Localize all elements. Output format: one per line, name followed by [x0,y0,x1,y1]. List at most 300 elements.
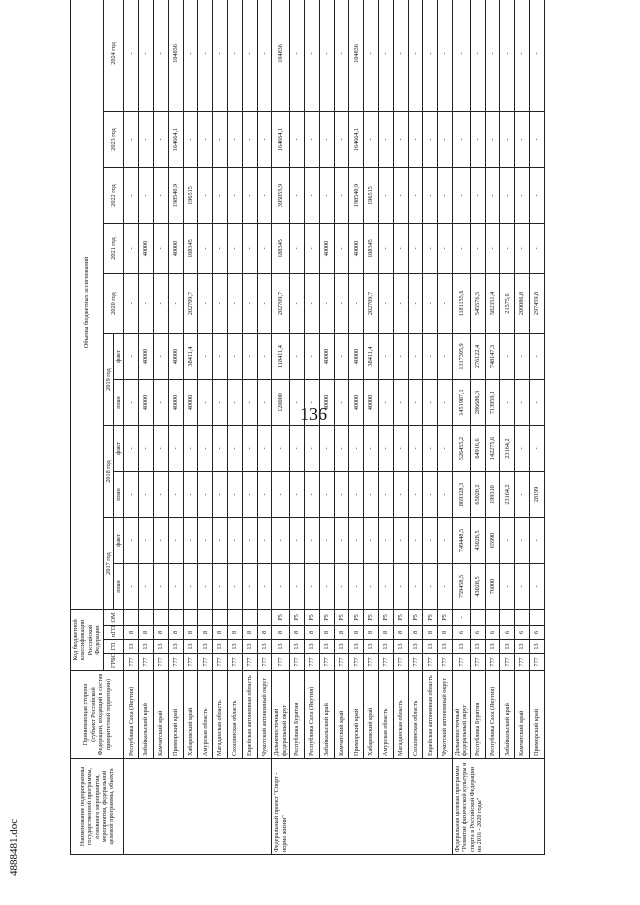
value-cell: - [423,274,438,334]
value-cell: Р5 [438,610,453,626]
value-cell: 777 [242,654,257,671]
value-cell: 395055,9 [272,168,290,224]
value-cell: - [393,274,408,334]
value-cell: - [198,168,213,224]
value-cell [257,610,272,626]
value-cell: - [452,224,470,274]
value-cell: - [438,518,453,564]
value-cell: 13 [452,640,470,654]
value-cell: 21575,6 [500,274,515,334]
value-cell: - [364,0,379,112]
value-cell: - [124,0,139,112]
recipient-cell: Магаданская область [213,671,228,759]
value-cell: - [242,274,257,334]
value-cell: - [154,518,169,564]
header-plan-2017: план [114,564,124,610]
value-cell: - [213,564,228,610]
header-budget-code: Код бюджетной классификации Российской Федерации [71,610,104,671]
value-cell: 6 [529,626,544,640]
value-cell: - [529,564,544,610]
header-year-2021: 2021 год [103,224,124,274]
value-cell: 13 [319,640,334,654]
value-cell: - [124,168,139,224]
table-row [393,0,408,855]
value-cell: Р5 [393,610,408,626]
value-cell: - [290,112,305,168]
value-cell: - [257,564,272,610]
value-cell: - [154,274,169,334]
value-cell: 13 [139,640,154,654]
value-cell: - [334,274,349,334]
value-cell: - [515,380,530,426]
value-cell: - [438,168,453,224]
value-cell: - [349,274,364,334]
table-row [257,0,272,855]
table-row [500,0,515,855]
table-row [154,0,169,855]
value-cell: - [393,380,408,426]
value-cell: 164664,1 [168,112,183,168]
value-cell: Р5 [364,610,379,626]
value-cell: - [334,518,349,564]
value-cell: - [334,472,349,518]
table-row [319,0,334,855]
value-cell: 8 [349,626,364,640]
value-cell: 40000 [168,334,183,380]
value-cell: 759458,5 [452,564,470,610]
value-cell: 8 [228,626,243,640]
value-cell: 6 [470,626,485,640]
value-cell: 199310 [485,472,500,518]
value-cell: - [319,518,334,564]
value-cell: - [183,0,198,112]
value-cell: - [515,426,530,472]
value-cell: 777 [257,654,272,671]
value-cell: 65020,2 [470,472,485,518]
value-cell: 13 [423,640,438,654]
value-cell: - [379,168,394,224]
value-cell: 188345 [272,224,290,274]
value-cell: 40000 [319,334,334,380]
value-cell: - [228,224,243,274]
value-cell: - [485,224,500,274]
value-cell: - [257,472,272,518]
page-number: 136 [300,404,327,424]
value-cell: - [213,112,228,168]
value-cell: - [198,518,213,564]
value-cell [529,610,544,626]
value-cell: - [124,334,139,380]
recipient-cell: Приморский край [349,671,364,759]
value-cell: 8 [242,626,257,640]
value-cell: 108345 [364,224,379,274]
value-cell: - [183,518,198,564]
value-cell: 104836 [272,0,290,112]
recipient-cell: Дальневосточный федеральный округ [272,671,290,759]
value-cell: - [154,168,169,224]
value-cell: - [213,380,228,426]
value-cell [183,610,198,626]
value-cell: - [529,334,544,380]
value-cell: - [438,112,453,168]
value-cell: - [319,426,334,472]
header-name-column: Наименование подпрограммы государственной программы, основного мероприятия, мероприятия, федеральной целевой программы, объекта [71,759,124,855]
value-cell: - [408,168,423,224]
table-row [470,0,485,855]
value-cell: - [438,274,453,334]
value-cell: 13 [272,640,290,654]
value-cell: - [305,564,320,610]
value-cell: 8 [290,626,305,640]
value-cell: 13 [500,640,515,654]
value-cell: - [452,610,470,626]
value-cell: - [213,274,228,334]
value-cell: - [408,334,423,380]
value-cell: - [272,564,290,610]
value-cell: - [515,224,530,274]
recipient-cell: Приморский край [529,671,544,759]
header-volumes: Объемы бюджетных ассигнований [71,0,104,610]
value-cell: - [393,224,408,274]
value-cell: - [423,518,438,564]
value-cell: - [242,472,257,518]
value-cell: - [423,334,438,380]
table-row [334,0,349,855]
value-cell: 13 [529,640,544,654]
value-cell: - [124,274,139,334]
value-cell: - [154,0,169,112]
value-cell: - [305,0,320,112]
value-cell: Р5 [379,610,394,626]
value-cell: 13 [198,640,213,654]
table-row [242,0,257,855]
value-cell: - [124,426,139,472]
header-year-2024: 2024 год [103,0,124,112]
value-cell: - [290,564,305,610]
value-cell: 40000 [139,334,154,380]
value-cell: 13 [470,640,485,654]
table-row [168,0,183,855]
value-cell: - [319,0,334,112]
value-cell [485,610,500,626]
value-cell: 777 [470,654,485,671]
recipient-cell: Магаданская область [393,671,408,759]
value-cell: 8 [183,626,198,640]
table-row [198,0,213,855]
value-cell: - [213,334,228,380]
value-cell: - [168,564,183,610]
value-cell: Р5 [423,610,438,626]
value-cell: - [198,334,213,380]
value-cell: - [228,564,243,610]
value-cell: - [242,380,257,426]
value-cell: - [198,564,213,610]
value-cell: 777 [529,654,544,671]
value-cell: - [349,426,364,472]
value-cell: - [408,564,423,610]
value-cell: - [334,426,349,472]
recipient-cell: Дальневосточный федеральный округ [452,671,470,759]
value-cell: - [139,472,154,518]
recipient-cell: Забайкальский край [319,671,334,759]
value-cell: 142275,6 [485,426,500,472]
value-cell: - [305,472,320,518]
table-row [423,0,438,855]
value-cell: 8 [213,626,228,640]
value-cell: 6 [452,626,470,640]
value-cell: - [379,224,394,274]
value-cell: 777 [452,654,470,671]
value-cell: - [290,224,305,274]
value-cell: 13 [183,640,198,654]
value-cell: - [124,564,139,610]
value-cell: - [198,274,213,334]
header-recipient-column: Принимающая сторона (субъект Российской Федерации, входящий в состав приоритетной территории) [71,671,124,759]
value-cell: 8 [198,626,213,640]
value-cell: - [257,334,272,380]
value-cell: 1317395,9 [452,334,470,380]
value-cell: 164664,1 [349,112,364,168]
value-cell: - [228,168,243,224]
value-cell: - [529,380,544,426]
recipient-cell: Камчатский край [334,671,349,759]
value-cell: 13 [349,640,364,654]
value-cell: 13 [168,640,183,654]
header-fact-2018: факт [114,426,124,472]
value-cell: 13 [438,640,453,654]
recipient-cell: Амурская область [198,671,213,759]
table-row [379,0,394,855]
value-cell: - [364,518,379,564]
value-cell: - [257,112,272,168]
value-cell: 777 [290,654,305,671]
value-cell: - [470,112,485,168]
value-cell: - [379,334,394,380]
value-cell: - [438,224,453,274]
value-cell: - [242,168,257,224]
value-cell: - [408,112,423,168]
value-cell: 777 [423,654,438,671]
value-cell: - [393,426,408,472]
table-row [272,0,290,855]
value-cell: 40000 [168,380,183,426]
value-cell: - [393,112,408,168]
value-cell: - [290,518,305,564]
value-cell: - [198,0,213,112]
header-gp: ГП [103,640,124,654]
value-cell: 777 [393,654,408,671]
value-cell: - [393,518,408,564]
value-cell: - [393,168,408,224]
value-cell: - [228,112,243,168]
value-cell: 777 [124,654,139,671]
table-body [124,0,544,855]
program-name-cell [124,759,272,855]
value-cell: - [305,380,320,426]
program-name-cell: Федеральная целевая программа "Развитие физической культуры и спорта в Российской Федерации на 2016 - 2020 годы" [452,759,544,855]
value-cell: 40000 [139,224,154,274]
header-year-2023: 2023 год [103,112,124,168]
value-cell: - [423,380,438,426]
value-cell: 196515 [183,168,198,224]
value-cell: 749448,5 [452,518,470,564]
value-cell: Р5 [272,610,290,626]
header-fact-2017: факт [114,518,124,564]
header-year-2020: 2020 год [103,274,124,334]
value-cell: 43028,5 [470,564,485,610]
value-cell: - [154,564,169,610]
value-cell: - [257,0,272,112]
value-cell: - [213,472,228,518]
value-cell: Р5 [319,610,334,626]
value-cell: - [379,564,394,610]
value-cell: - [242,0,257,112]
value-cell: - [364,426,379,472]
value-cell: 13 [379,640,394,654]
value-cell: - [500,224,515,274]
value-cell: - [515,0,530,112]
recipient-cell: Сахалинская область [408,671,423,759]
value-cell: 777 [438,654,453,671]
value-cell: - [305,112,320,168]
value-cell: - [168,518,183,564]
value-cell: - [408,380,423,426]
value-cell: 65990 [485,518,500,564]
value-cell: 8 [305,626,320,640]
header-plan-2019: план [114,380,124,426]
value-cell: - [515,564,530,610]
recipient-cell: Республика Саха (Якутия) [124,671,139,759]
value-cell [124,610,139,626]
value-cell: - [319,112,334,168]
value-cell: - [485,112,500,168]
value-cell: 8 [379,626,394,640]
value-cell: - [334,334,349,380]
value-cell: - [228,380,243,426]
value-cell: 777 [349,654,364,671]
value-cell: 777 [379,654,394,671]
value-cell: - [257,168,272,224]
table-row [290,0,305,855]
table-row [515,0,530,855]
value-cell [154,610,169,626]
value-cell: 286686,3 [470,380,485,426]
value-cell: - [305,334,320,380]
value-cell: - [213,0,228,112]
value-cell: - [183,112,198,168]
value-cell: - [290,0,305,112]
value-cell [213,610,228,626]
value-cell: - [423,0,438,112]
value-cell: - [334,0,349,112]
value-cell: 13 [305,640,320,654]
value-cell: 13 [334,640,349,654]
value-cell: - [379,274,394,334]
value-cell: - [198,224,213,274]
value-cell: - [423,564,438,610]
value-cell: 6 [500,626,515,640]
value-cell [228,610,243,626]
value-cell: 777 [485,654,500,671]
table-row [485,0,500,855]
value-cell: - [228,0,243,112]
value-cell: 40000 [183,380,198,426]
value-cell: - [257,274,272,334]
value-cell: 8 [154,626,169,640]
value-cell: - [198,112,213,168]
value-cell: - [438,426,453,472]
value-cell: 13 [485,640,500,654]
value-cell: - [529,426,544,472]
value-cell: 40000 [168,224,183,274]
table-row [228,0,243,855]
value-cell: - [408,426,423,472]
value-cell: 1181155,6 [452,274,470,334]
value-cell: - [242,112,257,168]
value-cell: - [379,112,394,168]
value-cell: 196515 [364,168,379,224]
value-cell: - [364,472,379,518]
value-cell: - [139,168,154,224]
value-cell [168,610,183,626]
value-cell: 43028,5 [470,518,485,564]
value-cell: - [124,112,139,168]
value-cell [242,610,257,626]
value-cell: - [529,0,544,112]
value-cell: - [470,0,485,112]
value-cell: 8 [124,626,139,640]
recipient-cell: Приморский край [168,671,183,759]
value-cell: 8 [438,626,453,640]
value-cell: 13 [290,640,305,654]
value-cell: 8 [393,626,408,640]
value-cell: 38411,4 [183,334,198,380]
value-cell: - [183,472,198,518]
table-row [124,0,139,855]
value-cell [470,610,485,626]
value-cell: - [438,334,453,380]
value-cell: 777 [305,654,320,671]
value-cell: 13 [364,640,379,654]
value-cell: - [290,426,305,472]
value-cell: - [379,0,394,112]
value-cell: 40000 [364,380,379,426]
value-cell: - [349,518,364,564]
program-name-cell: Федеральный проект "Спорт - норма жизни" [272,759,453,855]
value-cell: - [379,472,394,518]
value-cell: - [290,380,305,426]
recipient-cell: Забайкальский край [139,671,154,759]
value-cell: - [154,472,169,518]
value-cell: - [379,380,394,426]
value-cell: 777 [272,654,290,671]
value-cell: - [393,472,408,518]
value-cell: - [393,334,408,380]
value-cell: 202709,7 [183,274,198,334]
recipient-cell: Чукотский автономный округ [257,671,272,759]
value-cell: - [500,518,515,564]
value-cell: 8 [257,626,272,640]
value-cell: - [213,168,228,224]
value-cell: - [257,518,272,564]
budget-table-container [70,20,541,855]
value-cell: - [408,518,423,564]
value-cell: - [319,168,334,224]
value-cell: 777 [500,654,515,671]
table-row [349,0,364,855]
recipient-cell: Чукотский автономный округ [438,671,453,759]
value-cell: - [257,380,272,426]
